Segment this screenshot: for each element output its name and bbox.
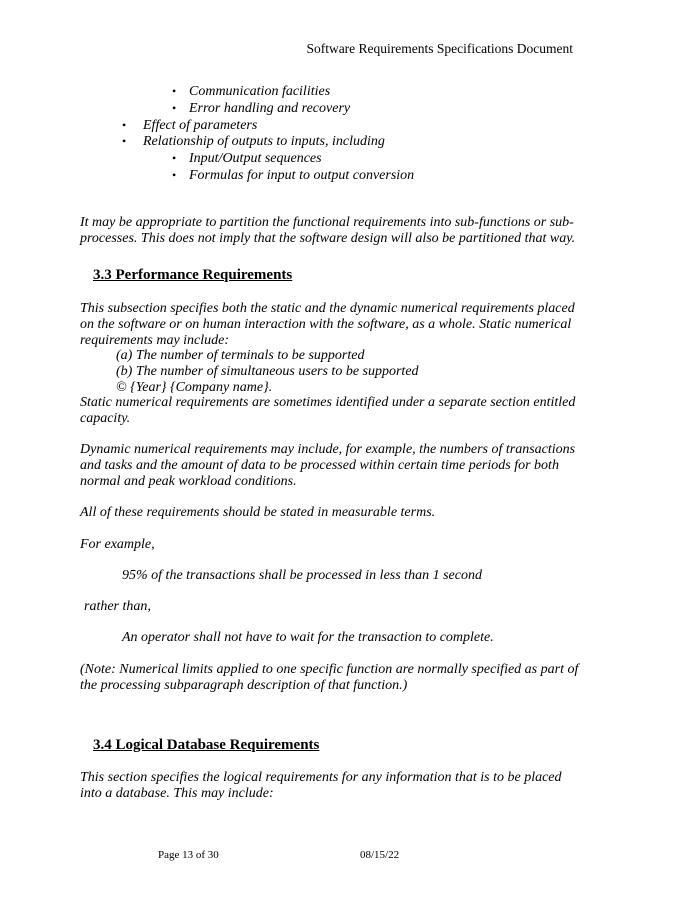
copyright-line: © {Year} {Company name}. <box>116 380 273 395</box>
bullet-icon: • <box>172 84 177 98</box>
paragraph-line: It may be appropriate to partition the functional requirements into sub-functions or sub- <box>80 215 574 230</box>
paragraph-line: on the software or on human interaction with the software, as a whole. Static numerical <box>80 317 572 333</box>
list-item: (a) The number of terminals to be supported <box>116 348 365 363</box>
paragraph-line: requirements may include: <box>80 333 230 349</box>
example-bad: An operator shall not have to wait for the transaction to complete. <box>122 630 494 645</box>
list-item: Formulas for input to output conversion <box>189 168 415 183</box>
measurable-line: All of these requirements should be stated in measurable terms. <box>80 505 436 520</box>
paragraph-line: and tasks and the amount of data to be processed within certain time periods for both <box>80 458 559 474</box>
section-heading-performance: 3.3 Performance Requirements <box>93 267 293 283</box>
paragraph-line: Static numerical requirements are sometimes identified under a separate section entitled <box>80 395 576 410</box>
bullet-icon: • <box>122 118 127 132</box>
note-paragraph <box>80 662 580 694</box>
for-example-line: For example, <box>80 537 155 552</box>
paragraph-line: into a database. This may include: <box>80 786 274 802</box>
paragraph-line: (Note: Numerical limits applied to one specific function are normally specified as part of <box>80 662 579 677</box>
list-item: Relationship of outputs to inputs, including <box>143 134 385 149</box>
bullet-icon: • <box>122 134 127 148</box>
paragraph-line: Dynamic numerical requirements may include, for example, the numbers of transactions <box>80 442 576 457</box>
bullet-icon: • <box>172 151 177 165</box>
list-item: (b) The number of simultaneous users to be supported <box>116 364 419 379</box>
paragraph-line: This subsection specifies both the static and the dynamic numerical requirements placed <box>80 301 575 316</box>
section-heading-logical-database: 3.4 Logical Database Requirements <box>93 737 320 753</box>
partition-paragraph <box>80 215 580 247</box>
logical-database-intro <box>80 770 580 802</box>
list-item: Error handling and recovery <box>189 101 351 116</box>
footer-date: 08/15/22 <box>360 849 400 861</box>
bullet-icon: • <box>172 168 177 182</box>
paragraph-line: processes. This does not imply that the software design will also be partitioned that way. <box>80 231 576 247</box>
footer-page-number: Page 13 of 30 <box>158 849 219 861</box>
rather-than-line: rather than, <box>84 599 151 614</box>
paragraph-line: normal and peak workload conditions. <box>80 474 297 490</box>
list-item: Input/Output sequences <box>189 151 322 166</box>
dynamic-paragraph <box>80 442 580 491</box>
static-note <box>80 395 580 427</box>
example-good: 95% of the transactions shall be processed in less than 1 second <box>122 568 482 583</box>
list-item: Communication facilities <box>189 84 331 99</box>
performance-intro <box>80 301 580 350</box>
paragraph-line: capacity. <box>80 411 131 427</box>
list-item: Effect of parameters <box>143 118 258 133</box>
bullet-icon: • <box>172 101 177 115</box>
paragraph-line: This section specifies the logical requirements for any information that is to be placed <box>80 770 562 785</box>
paragraph-line: the processing subparagraph description of that function.) <box>80 678 408 694</box>
page-header: Software Requirements Specifications Document <box>306 41 573 56</box>
